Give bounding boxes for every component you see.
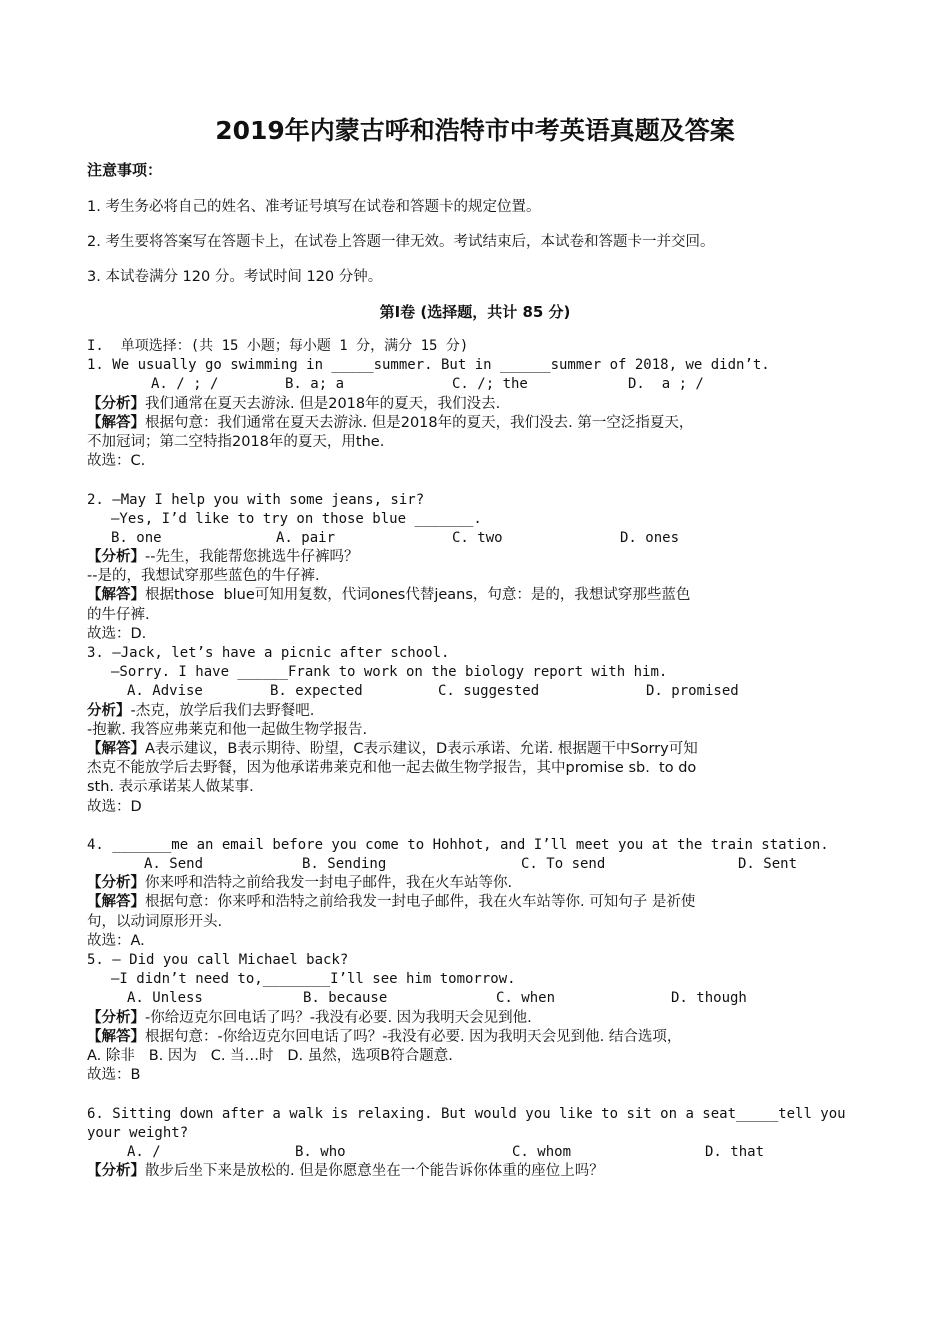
- option: D. Sent: [738, 856, 798, 873]
- notice-item: 1. 考生务必将自己的姓名、准考证号填写在试卷和答题卡的规定位置。: [87, 199, 541, 215]
- options-row: [87, 529, 877, 548]
- question-stem: 3. —Jack, let’s have a picnic after school.: [87, 645, 450, 661]
- options-row: [87, 1143, 877, 1162]
- option: B. who: [295, 1143, 346, 1160]
- answer-choice: 故选：C.: [87, 453, 146, 470]
- option: B. Sending: [302, 856, 387, 873]
- answer-text: sth. 表示承诺某人做某事.: [87, 779, 254, 796]
- answer-text: 根据句意：-你给迈克尔回电话了吗？-我没有必要. 因为我明天会见到他. 结合选项，: [145, 1028, 682, 1045]
- analysis-text: -你给迈克尔回电话了吗？-我没有必要. 因为我明天会见到他.: [145, 1009, 532, 1026]
- answer-text: A. 除非 B. 因为 C. 当…时 D. 虽然，选项B符合题意.: [87, 1047, 453, 1064]
- analysis-label: 【分析】: [87, 395, 145, 412]
- question-stem: 5. — Did you call Michael back?: [87, 952, 349, 968]
- analysis-label: 【分析】: [87, 549, 145, 566]
- answer-choice: 故选：D.: [87, 625, 147, 642]
- question-stem: your weight?: [87, 1124, 189, 1141]
- option: B. expected: [270, 683, 363, 700]
- option: D. a ; /: [628, 376, 704, 393]
- document-title: 2019年内蒙古呼和浩特市中考英语真题及答案: [215, 116, 735, 145]
- option: D. promised: [646, 683, 739, 700]
- answer-text: 根据句意：我们通常在夏天去游泳. 但是2018年的夏天，我们没去. 第一空泛指夏天，: [145, 414, 694, 431]
- option: C. two: [452, 529, 503, 546]
- options-row: [87, 682, 877, 701]
- question-stem: —I didn’t need to,________I’ll see him tomorrow.: [111, 971, 516, 988]
- option: C. /; the: [452, 376, 528, 393]
- analysis-text: --先生，我能帮您挑选牛仔裤吗？: [145, 549, 359, 566]
- answer-text: 杰克不能放学后去野餐，因为他承诺弗莱克和他一起去做生物学报告，其中promise sb. to do: [87, 760, 697, 777]
- options-row: [87, 375, 877, 394]
- analysis-text: --是的，我想试穿那些蓝色的牛仔裤.: [87, 568, 320, 585]
- option: C. suggested: [438, 683, 540, 700]
- option: A. pair: [276, 529, 336, 546]
- analysis-label: 【分析】: [87, 875, 145, 892]
- option: C. whom: [512, 1143, 572, 1160]
- analysis-text: -杰克，放学后我们去野餐吧.: [130, 702, 315, 719]
- answer-text: 句，以动词原形开头.: [87, 913, 223, 930]
- option: D. though: [671, 990, 747, 1007]
- analysis-text: 我们通常在夏天去游泳. 但是2018年的夏天，我们没去.: [145, 395, 501, 412]
- notice-heading: 注意事项：: [87, 161, 163, 179]
- analysis-text: -抱歉. 我答应弗莱克和他一起做生物学报告.: [87, 721, 368, 738]
- part-title: I. 单项选择：(共 15 小题；每小题 1 分，满分 15 分): [87, 338, 469, 354]
- answer-label: 【解答】: [87, 1028, 145, 1045]
- analysis-text: 散步后坐下来是放松的. 但是你愿意坐在一个能告诉你体重的座位上吗？: [145, 1163, 604, 1180]
- option: D. that: [705, 1143, 765, 1160]
- analysis-label: 分析】: [87, 702, 131, 719]
- option: C. when: [496, 990, 556, 1007]
- question-stem: —Sorry. I have ______Frank to work on the biology report with him.: [111, 664, 668, 681]
- answer-text: 不加冠词；第二空特指2018年的夏天，用the.: [87, 433, 385, 450]
- answer-label: 【解答】: [87, 414, 145, 431]
- question-stem: 1. We usually go swimming in _____summer. But in ______summer of 2018, we didn’t.: [87, 357, 770, 374]
- option: B. one: [111, 529, 162, 546]
- option: B. because: [303, 990, 388, 1007]
- question-stem: 4. _______me an email before you come to Hohhot, and I’ll meet you at the train station.: [87, 836, 829, 853]
- question-stem: 6. Sitting down after a walk is relaxing. But would you like to sit on a seat_____tell you: [87, 1105, 846, 1122]
- answer-text: 根据those blue可知用复数，代词ones代替jeans，句意：是的，我想试穿那些蓝色: [145, 587, 691, 604]
- answer-label: 【解答】: [87, 587, 145, 604]
- notice-item: 3. 本试卷满分 120 分。考试时间 120 分钟。: [87, 269, 383, 285]
- analysis-label: 【分析】: [87, 1009, 145, 1026]
- analysis-text: 你来呼和浩特之前给我发一封电子邮件，我在火车站等你.: [145, 875, 513, 892]
- notice-item: 2. 考生要将答案写在答题卡上，在试卷上答题一律无效。考试结束后，本试卷和答题卡一并交回。: [87, 234, 715, 250]
- answer-text: 的牛仔裤.: [87, 606, 150, 623]
- option: A. / ; /: [151, 376, 219, 393]
- options-row: [87, 989, 877, 1008]
- option: D. ones: [620, 529, 680, 546]
- options-row: [87, 855, 877, 874]
- option: B. a; a: [285, 376, 345, 393]
- answer-choice: 故选：B: [87, 1067, 141, 1084]
- option: A. Send: [144, 856, 204, 873]
- answer-label: 【解答】: [87, 740, 145, 757]
- question-stem: 2. —May I help you with some jeans, sir?: [87, 491, 425, 508]
- answer-text: A表示建议，B表示期待、盼望，C表示建议，D表示承诺、允诺. 根据题干中Sorry可知: [145, 740, 698, 757]
- option: A. Unless: [127, 990, 203, 1007]
- section-title: 第Ⅰ卷 (选择题，共计 85 分): [379, 303, 571, 321]
- answer-text: 根据句意：你来呼和浩特之前给我发一封电子邮件，我在火车站等你. 可知句子 是祈使: [145, 894, 696, 911]
- answer-choice: 故选：A.: [87, 932, 145, 949]
- option: A. Advise: [127, 683, 203, 700]
- question-content: [87, 337, 877, 1181]
- option: A. /: [127, 1143, 161, 1160]
- question-stem: —Yes, I’d like to try on those blue _______.: [111, 510, 482, 527]
- analysis-label: 【分析】: [87, 1163, 145, 1180]
- answer-label: 【解答】: [87, 894, 145, 911]
- option: C. To send: [521, 856, 606, 873]
- answer-choice: 故选：D: [87, 798, 142, 815]
